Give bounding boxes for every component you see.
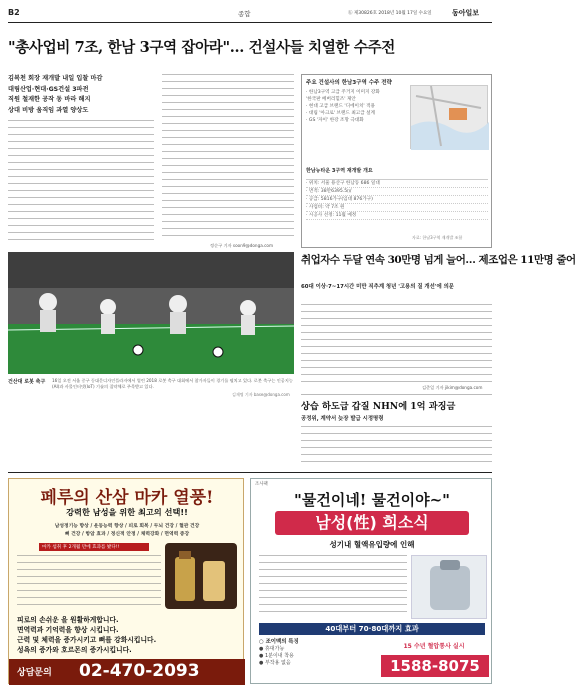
photo-graphic <box>8 252 294 374</box>
infobox-line: · 현대 고급 브랜드 '디에이치' 적용 <box>306 104 375 109</box>
maca-product-image <box>165 543 237 609</box>
men-ad-bullet: ● 휴대가능 <box>259 646 285 653</box>
section-label: 종합 <box>238 10 251 18</box>
page-number: B2 <box>8 8 20 17</box>
men-ad-features <box>259 555 407 617</box>
infobox-source: 자료: 한남3구역 재개발 조합 <box>412 235 463 240</box>
header-rule <box>8 22 492 23</box>
ads-rule <box>8 472 492 473</box>
infobox-line: · GS '자이' 한강 조망 극대화 <box>306 118 364 123</box>
men-ad-subtitle: 성기내 혈액유입량에 인해 <box>329 540 415 549</box>
infobox-line: · 한남3구역 고급 주거지 이미지 강화 <box>306 90 380 95</box>
lead-headline: "총사업비 7조, 한남 3구역 잡아라"… 건설사들 치열한 수주전 <box>8 39 395 56</box>
infobox-table-title: 한남뉴타운 3구역 재개발 개요 <box>306 168 373 174</box>
story2-sub <box>301 283 492 299</box>
men-ad-bullet: ○ 조이맥의 특징 <box>259 639 299 645</box>
men-ad-offer: 40대부터 70·80대까지 효과 <box>259 623 485 635</box>
deck-line-3: 직원 철재한 공작 동 바라 해지 <box>8 96 91 103</box>
deck-line-1: 김복천 회장 재개발 내일 입찰 마감 <box>8 75 103 82</box>
men-ad-headline: "물건이네! 물건이야~" <box>294 491 450 509</box>
infobox-row: · 면적: 38만6395.5㎡ <box>306 188 488 196</box>
lead-body-col-2 <box>162 74 294 240</box>
infobox-row: · 사업비: 약 7조 원 <box>306 204 488 212</box>
maca-ad[interactable] <box>8 478 244 684</box>
infobox <box>301 74 492 248</box>
men-ad-bullet: ● 1분이내 착용 <box>259 653 294 660</box>
story2-subhead: 60대 이상·7~17시간 미만 직추계 청년 '고용의 질 개선'에 의문 <box>301 284 454 290</box>
story3-headline: 상습 하도급 갑질 NHN에 1억 과징금 <box>301 401 456 412</box>
photo-caption-title: 건산대 로봇 축구 <box>8 379 46 385</box>
maca-special: 마카 섭취 후 2개월 만에 효과를 봤다!! <box>39 543 149 551</box>
maca-phone-bar[interactable] <box>9 659 245 685</box>
infobox-row: · 공급: 5816가구(임대 876가구) <box>306 196 488 204</box>
device-graphic <box>412 556 488 620</box>
maca-check-line: 성욕의 증가와 호르몬의 증가시킵니다. <box>17 646 132 654</box>
maca-phone-number[interactable]: 02-470-2093 <box>79 661 200 681</box>
men-ad-bullets <box>259 639 379 667</box>
men-ad-bullet: ● 부작용 없음 <box>259 660 291 667</box>
maca-check-line: 피로의 손쉬운 을 원활하게합니다. <box>17 616 119 624</box>
issue-info: ⓑ 제30826호 2018년 10월 17일 수요일 <box>348 11 432 16</box>
infobox-row: · 위치: 서울 용산구 한남동 686 일대 <box>306 180 488 188</box>
deck-line-4: 상대 비방 움직임 과열 양상도 <box>8 106 89 114</box>
men-ad-product-image <box>411 555 487 619</box>
maca-check-line: 면역력과 기억력을 향상 시킵니다. <box>17 626 119 634</box>
photo-caption: 16일 오전 서울 중구 동대문디자인플라자에서 열린 2018 로봇 축구 대회에서 참가자들이 경기를 펼치고 있다. 로봇 축구는 인공지능(AI)과 사물인터넷(IoT) 기술의 집약체로 주목받고 있다. <box>52 378 293 390</box>
robot-soccer-photo <box>8 252 294 374</box>
infobox-row: · 시공사 선정: 11월 예정 <box>306 212 488 220</box>
men-ad-label: 조사팩 <box>255 482 268 487</box>
infobox-lines <box>306 89 406 124</box>
product-bottle-graphic <box>165 543 237 609</box>
story2-author: 김준일 기자 jikim@donga.com <box>422 385 483 390</box>
location-map <box>410 85 488 149</box>
men-ad-product: 남성(性) 희소식 <box>275 511 469 535</box>
maca-check-line: 근력 및 체력을 증가시키고 뼈를 강화시킵니다. <box>17 636 157 644</box>
infobox-line: · 대림 '아크로' 브랜드 최고급 설계 <box>306 111 375 116</box>
infobox-title: 주요 건설사의 한남3구역 수주 전략 <box>306 80 392 86</box>
infobox-table <box>306 179 488 220</box>
maca-benefit-line: 남성정기능 향상 / 운동능력 향상 / 피로 회복 / 두뇌 건강 / 혈관 건강 <box>54 524 200 529</box>
maca-headline: 페루의 산삼 마카 열풍! <box>40 488 214 508</box>
story2-body <box>301 304 492 382</box>
story3-body <box>301 426 492 466</box>
paper-name: 동아일보 <box>452 8 480 17</box>
lead-deck <box>8 74 156 116</box>
maca-subhead: 강력한 남성을 위한 최고의 선택!! <box>66 507 188 517</box>
maca-benefit-line: 뼈 건강 / 항암 효과 / 정신적 안정 / 체력강화 / 면역력 증강 <box>64 532 190 537</box>
men-ad-phone[interactable]: 1588-8075 <box>381 655 489 677</box>
men-health-ad[interactable] <box>250 478 492 684</box>
deck-line-2: 대림산업·현대·GS건설 3파전 <box>8 85 89 93</box>
maca-phone-label: 상담문의 <box>17 668 52 678</box>
lead-author: 정순구 기자 soon9@donga.com <box>210 243 274 248</box>
map-graphic <box>411 86 489 150</box>
story3-sub: 공정위, 계약서 늦장 발급 시정명령 <box>301 416 384 422</box>
maca-body-text <box>17 555 161 609</box>
maca-benefits <box>15 523 239 539</box>
infobox-line: '한국판 베버리힐즈' 제안 <box>306 97 356 102</box>
maca-checks <box>17 615 241 655</box>
story2-headline: 취업자수 두달 연속 30만명 넘게 늘어… 제조업은 11만명 줄어 <box>301 254 576 266</box>
photo-credit: 김재명 기자 base@donga.com <box>232 392 290 397</box>
men-ad-free: 15 수년 혈압통사 실시 <box>403 643 465 650</box>
story3-rule <box>301 394 492 395</box>
lead-body-col-1 <box>8 120 154 240</box>
